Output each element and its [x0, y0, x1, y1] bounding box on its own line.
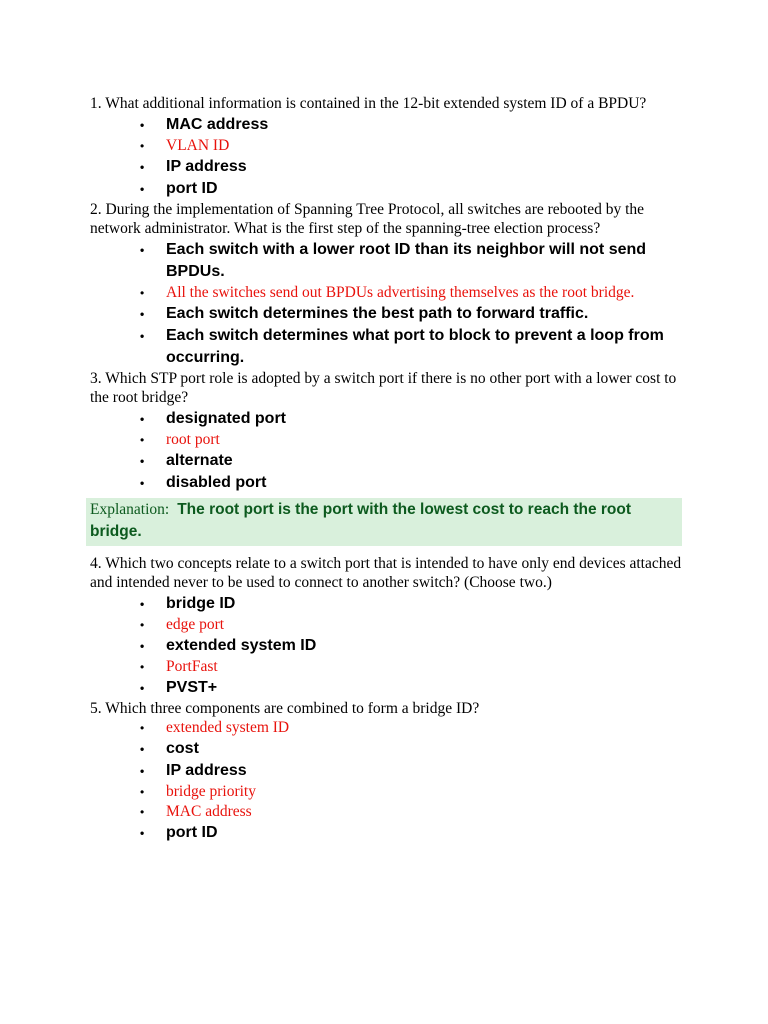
answer-option: • IP address [140, 156, 690, 178]
question-block [90, 699, 690, 845]
answer-option: • Each switch determines what port to block to prevent a loop from occurring. [140, 325, 690, 369]
answer-option: • Each switch determines the best path to forward traffic. [140, 303, 690, 325]
question-block [90, 200, 690, 369]
question-block [90, 554, 690, 699]
explanation-label: Explanation: [90, 500, 170, 518]
explanation-text: The root port is the port with the lowest cost to reach the root bridge. [90, 500, 632, 540]
question-text: 3. Which STP port role is adopted by a switch port if there is no other port with a lower cost to the root bridge? [90, 369, 677, 406]
correct-answer-option: • VLAN ID [140, 136, 690, 156]
answer-option: • IP address [140, 760, 690, 782]
answer-option: • alternate [140, 450, 690, 472]
question-text: 1. What additional information is contained in the 12-bit extended system ID of a BPDU? [90, 95, 647, 112]
option-list [90, 239, 690, 369]
question-block [90, 369, 690, 546]
answer-option: • MAC address [140, 114, 690, 136]
question-text: 4. Which two concepts relate to a switch port that is intended to have only end devices attached and intended never to be used to connect to another switch? (Choose two.) [90, 554, 682, 591]
explanation-box [86, 498, 682, 546]
correct-answer-option: • bridge priority [140, 782, 690, 802]
correct-answer-option: • MAC address [140, 802, 690, 822]
answer-option: • Each switch with a lower root ID than its neighbor will not send BPDUs. [140, 239, 690, 283]
answer-option: • bridge ID [140, 593, 690, 615]
option-list [90, 593, 690, 699]
correct-answer-option: • extended system ID [140, 718, 690, 738]
answer-option: • extended system ID [140, 635, 690, 657]
correct-answer-option: • edge port [140, 615, 690, 635]
answer-option: • port ID [140, 178, 690, 200]
option-list [90, 718, 690, 844]
answer-option: • designated port [140, 408, 690, 430]
correct-answer-option: • All the switches send out BPDUs advertising themselves as the root bridge. [140, 283, 690, 303]
quiz-document [90, 94, 690, 844]
option-list [90, 408, 690, 494]
option-list [90, 114, 690, 200]
answer-option: • disabled port [140, 472, 690, 494]
question-text: 2. During the implementation of Spanning Tree Protocol, all switches are rebooted by the network administrator. What is the first step of the spanning-tree election process? [90, 200, 645, 237]
answer-option: • PVST+ [140, 677, 690, 699]
answer-option: • port ID [140, 822, 690, 844]
correct-answer-option: • root port [140, 430, 690, 450]
answer-option: • cost [140, 738, 690, 760]
correct-answer-option: • PortFast [140, 657, 690, 677]
question-block [90, 94, 690, 200]
question-text: 5. Which three components are combined to form a bridge ID? [90, 699, 480, 717]
